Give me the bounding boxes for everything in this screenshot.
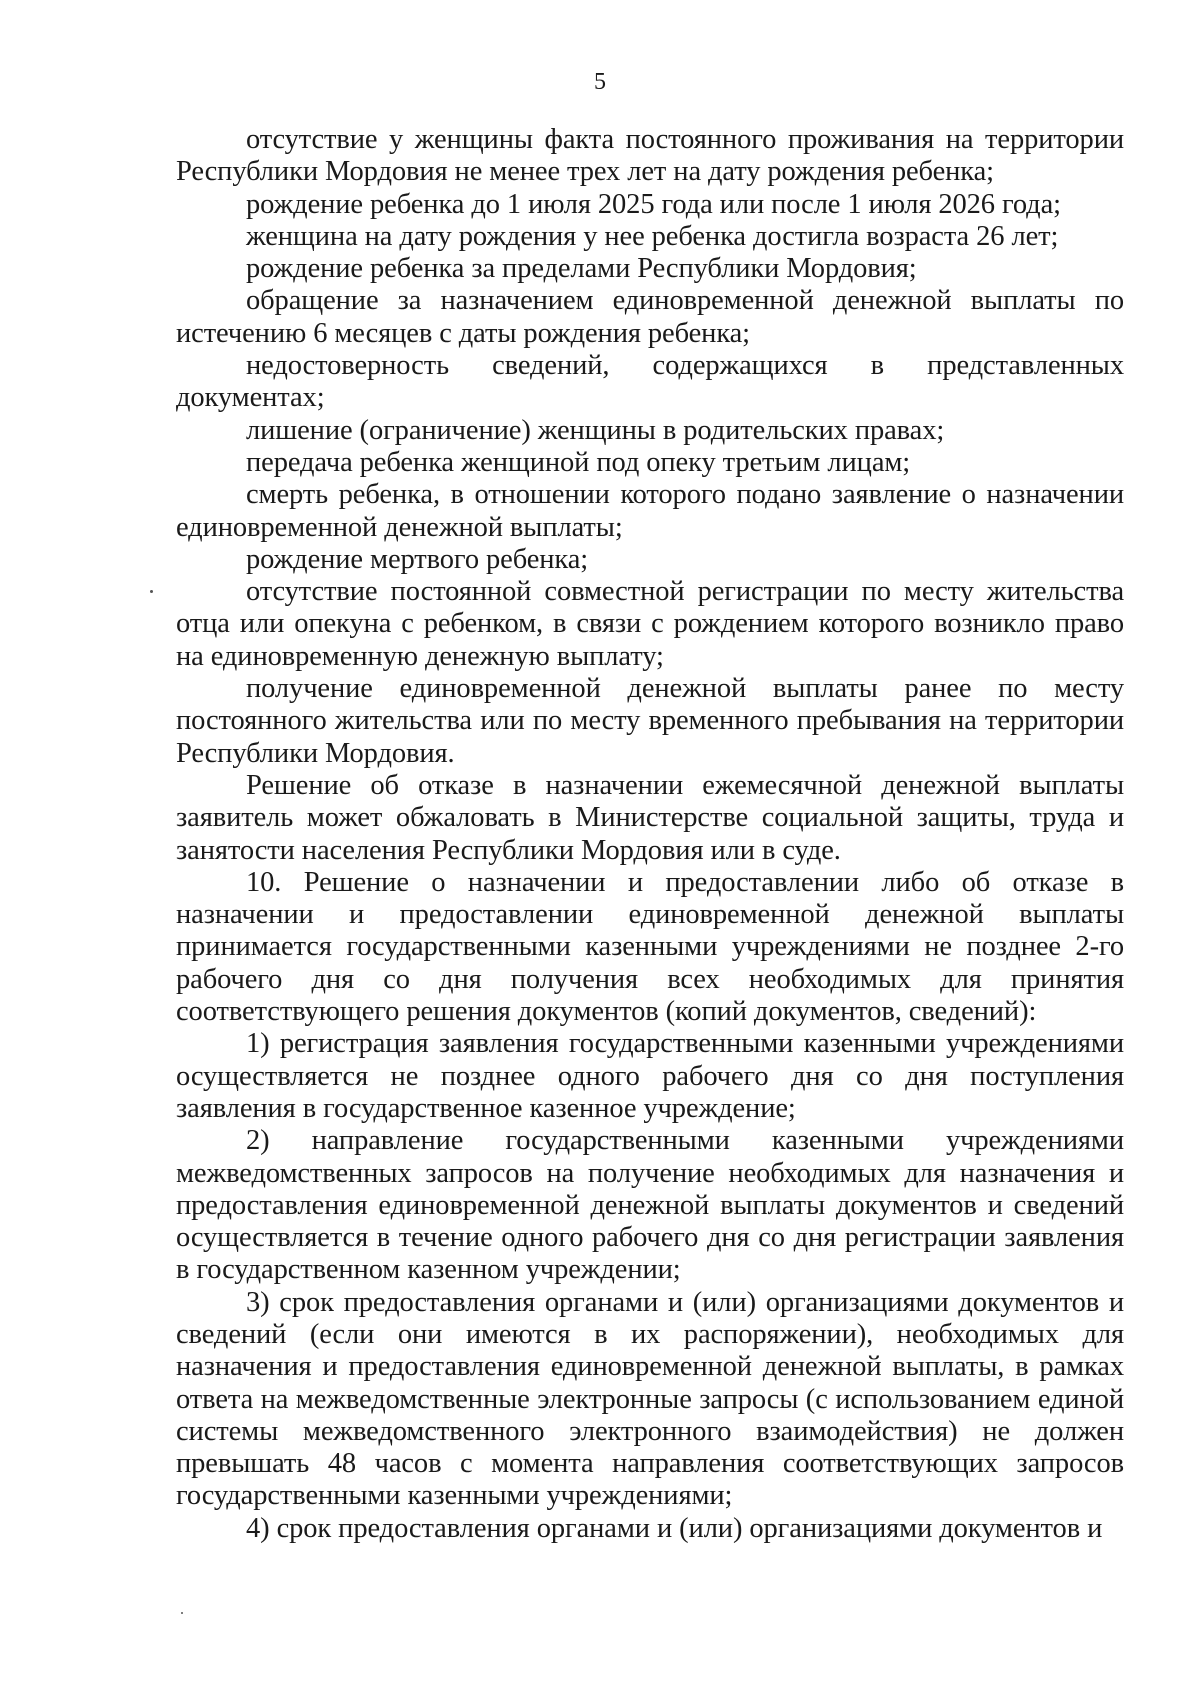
scan-speck [181,1612,183,1614]
paragraph: отсутствие постоянной совместной регистрации по месту жительства отца или опекуна с ребенком, в связи с рождением которого возникло право на единовременную денежную выплату; [176,576,1124,672]
document-body [176,124,1124,1545]
paragraph: рождение мертвого ребенка; [246,543,589,575]
page-number: 5 [594,69,606,95]
paragraph: 1) регистрация заявления государственными казенными учреждениями осуществляется не позднее одного рабочего дня со дня поступления заявления в государственное казенное учреждение; [176,1028,1124,1124]
paragraph: женщина на дату рождения у нее ребенка достигла возраста 26 лет; [246,220,1059,252]
scan-speck [150,590,153,593]
paragraph: недостоверность сведений, содержащихся в представленных документах; [176,350,1124,414]
paragraph: отсутствие у женщины факта постоянного проживания на территории Республики Мордовия не менее трех лет на дату рождения ребенка; [176,124,1124,188]
paragraph: лишение (ограничение) женщины в родительских правах; [246,414,945,446]
paragraph: 2) направление государственными казенными учреждениями межведомственных запросов на получение необходимых для назначения и предоставления единовременной денежной выплаты документов и сведений осуществляется в течение одного рабочего дня со дня регистрации заявления в государственном казенном учреждении; [176,1125,1124,1286]
paragraph: смерть ребенка, в отношении которого подано заявление о назначении единовременной денежной выплаты; [176,479,1124,543]
paragraph: 3) срок предоставления органами и (или) организациями документов и сведений (если они имеются в их распоряжении), необходимых для назначения и предоставления единовременной денежной выплаты, в рамках ответа на межведомственные электронные запросы (с использованием единой системы межведомственного электронного взаимодействия) не должен превышать 48 часов с момента направления соответствующих запросов государственными казенными учреждениями; [176,1286,1124,1512]
paragraph: Решение об отказе в назначении ежемесячной денежной выплаты заявитель может обжаловать в Министерстве социальной защиты, труда и занятости населения Республики Мордовия или в суде. [176,769,1124,866]
paragraph: получение единовременной денежной выплаты ранее по месту постоянного жительства или по месту временного пребывания на территории Республики Мордовия. [176,673,1124,769]
paragraph: 10. Решение о назначении и предоставлении либо об отказе в назначении и предоставлении единовременной денежной выплаты принимается государственными казенными учреждениями не позднее 2-го рабочего дня со дня получения всех необходимых для принятия соответствующего решения документов (копий документов, сведений): [176,866,1124,1028]
paragraph: рождение ребенка за пределами Республики Мордовия; [246,253,917,285]
paragraph: 4) срок предоставления органами и (или) организациями документов и [246,1512,1103,1544]
paragraph: рождение ребенка до 1 июля 2025 года или после 1 июля 2026 года; [246,188,1061,220]
paragraph: передача ребенка женщиной под опеку третьим лицам; [246,446,911,478]
paragraph: обращение за назначением единовременной денежной выплаты по истечению 6 месяцев с даты рождения ребенка; [176,285,1124,349]
